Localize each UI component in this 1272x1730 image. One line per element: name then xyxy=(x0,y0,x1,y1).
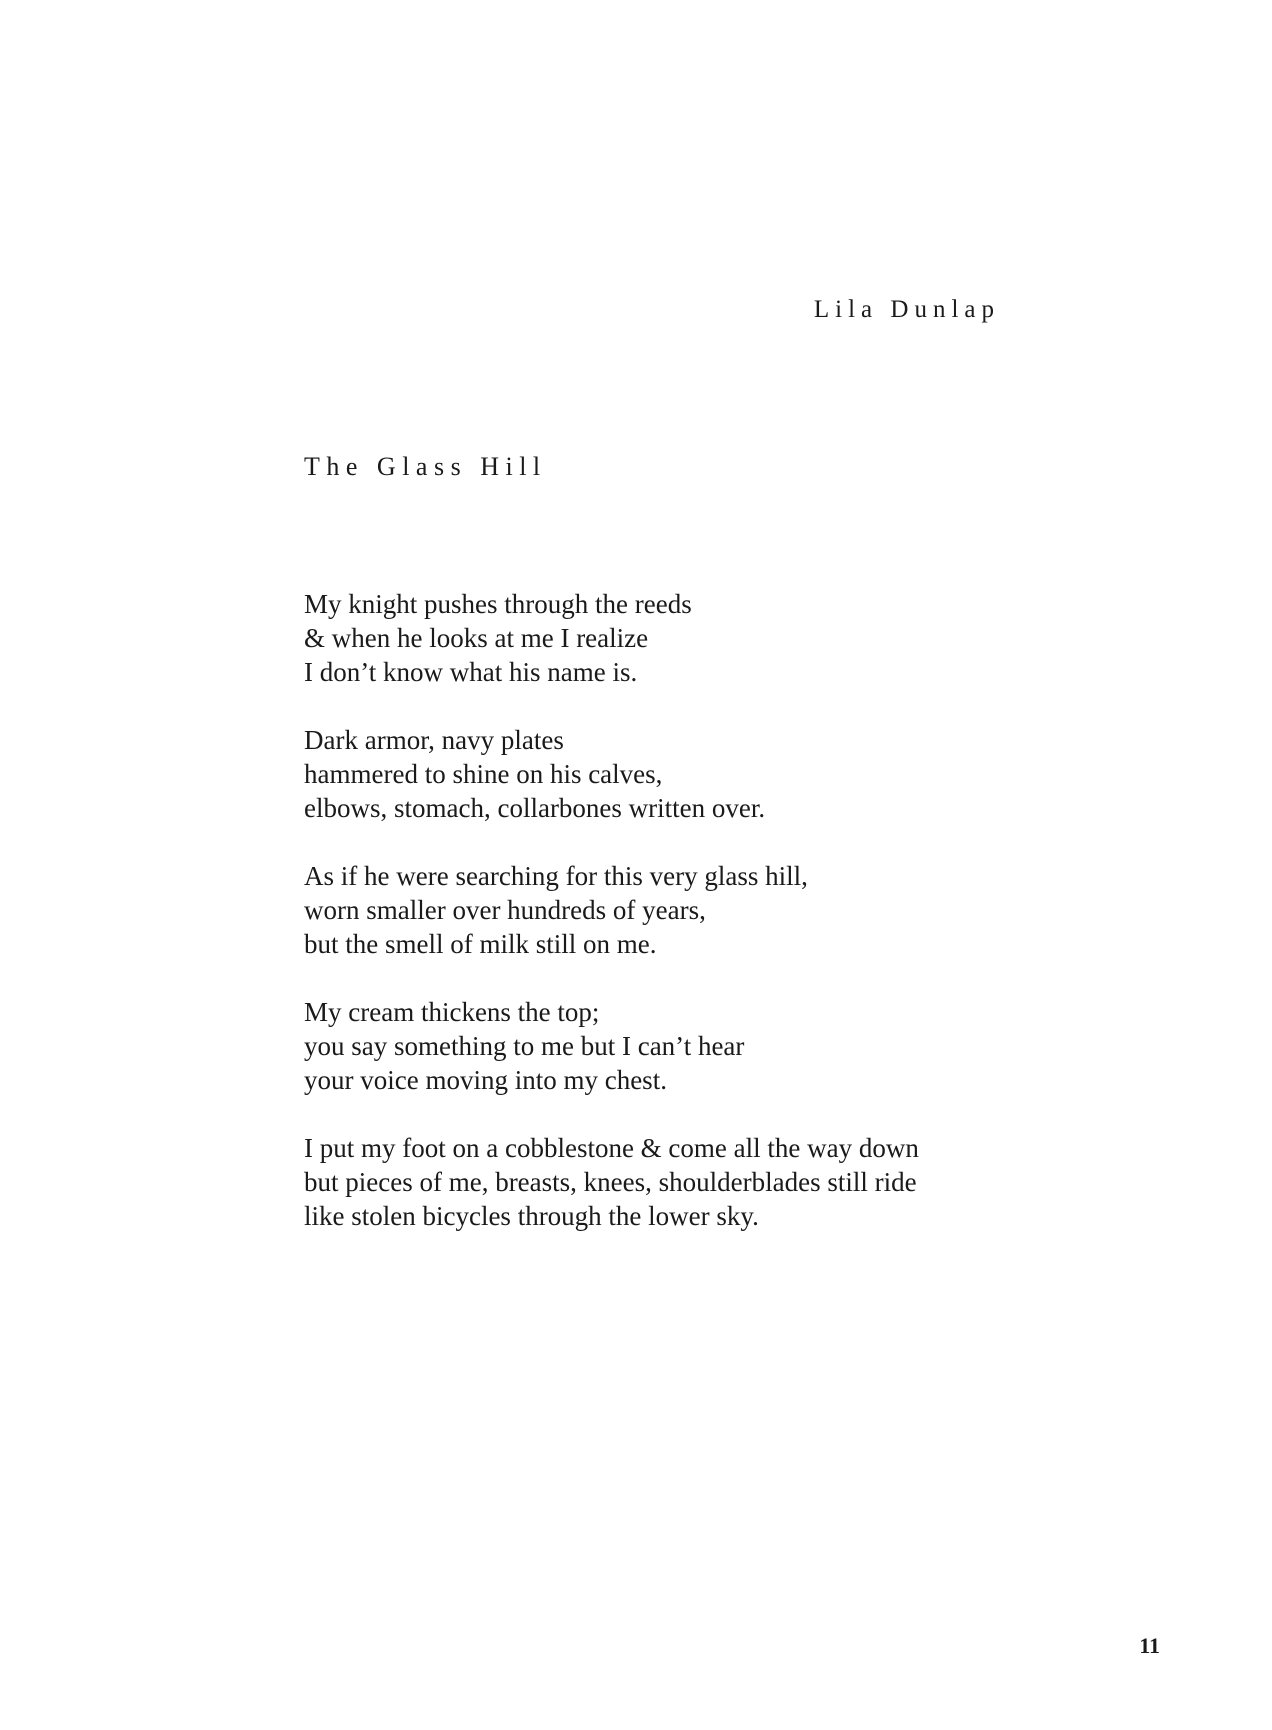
poem-line: I put my foot on a cobblestone & come all the way down xyxy=(304,1133,919,1163)
poem-line: worn smaller over hundreds of years, xyxy=(304,895,706,925)
page-number: 11 xyxy=(1139,1633,1160,1658)
stanza xyxy=(304,859,1024,961)
poem-line: I don’t know what his name is. xyxy=(304,657,638,687)
poem-line: you say something to me but I can’t hear xyxy=(304,1031,745,1061)
stanza xyxy=(304,995,1024,1097)
poem-title: The Glass Hill xyxy=(304,452,547,481)
author-name: Lila Dunlap xyxy=(813,296,1000,323)
poem-line: elbows, stomach, collarbones written over. xyxy=(304,793,766,823)
poem-line: your voice moving into my chest. xyxy=(304,1065,667,1095)
poem-line: like stolen bicycles through the lower sky. xyxy=(304,1201,759,1231)
poem-line: My knight pushes through the reeds xyxy=(304,589,692,619)
poem-line: hammered to shine on his calves, xyxy=(304,759,663,789)
poem-line: As if he were searching for this very glass hill, xyxy=(304,861,808,891)
poem-line: My cream thickens the top; xyxy=(304,997,600,1027)
stanza xyxy=(304,587,1024,689)
poem-body xyxy=(304,587,1024,1267)
poem-line: & when he looks at me I realize xyxy=(304,623,649,653)
stanza xyxy=(304,1131,1024,1233)
poem-line: but pieces of me, breasts, knees, shoulderblades still ride xyxy=(304,1167,917,1197)
poem-line: but the smell of milk still on me. xyxy=(304,929,657,959)
stanza xyxy=(304,723,1024,825)
poem-line: Dark armor, navy plates xyxy=(304,725,564,755)
